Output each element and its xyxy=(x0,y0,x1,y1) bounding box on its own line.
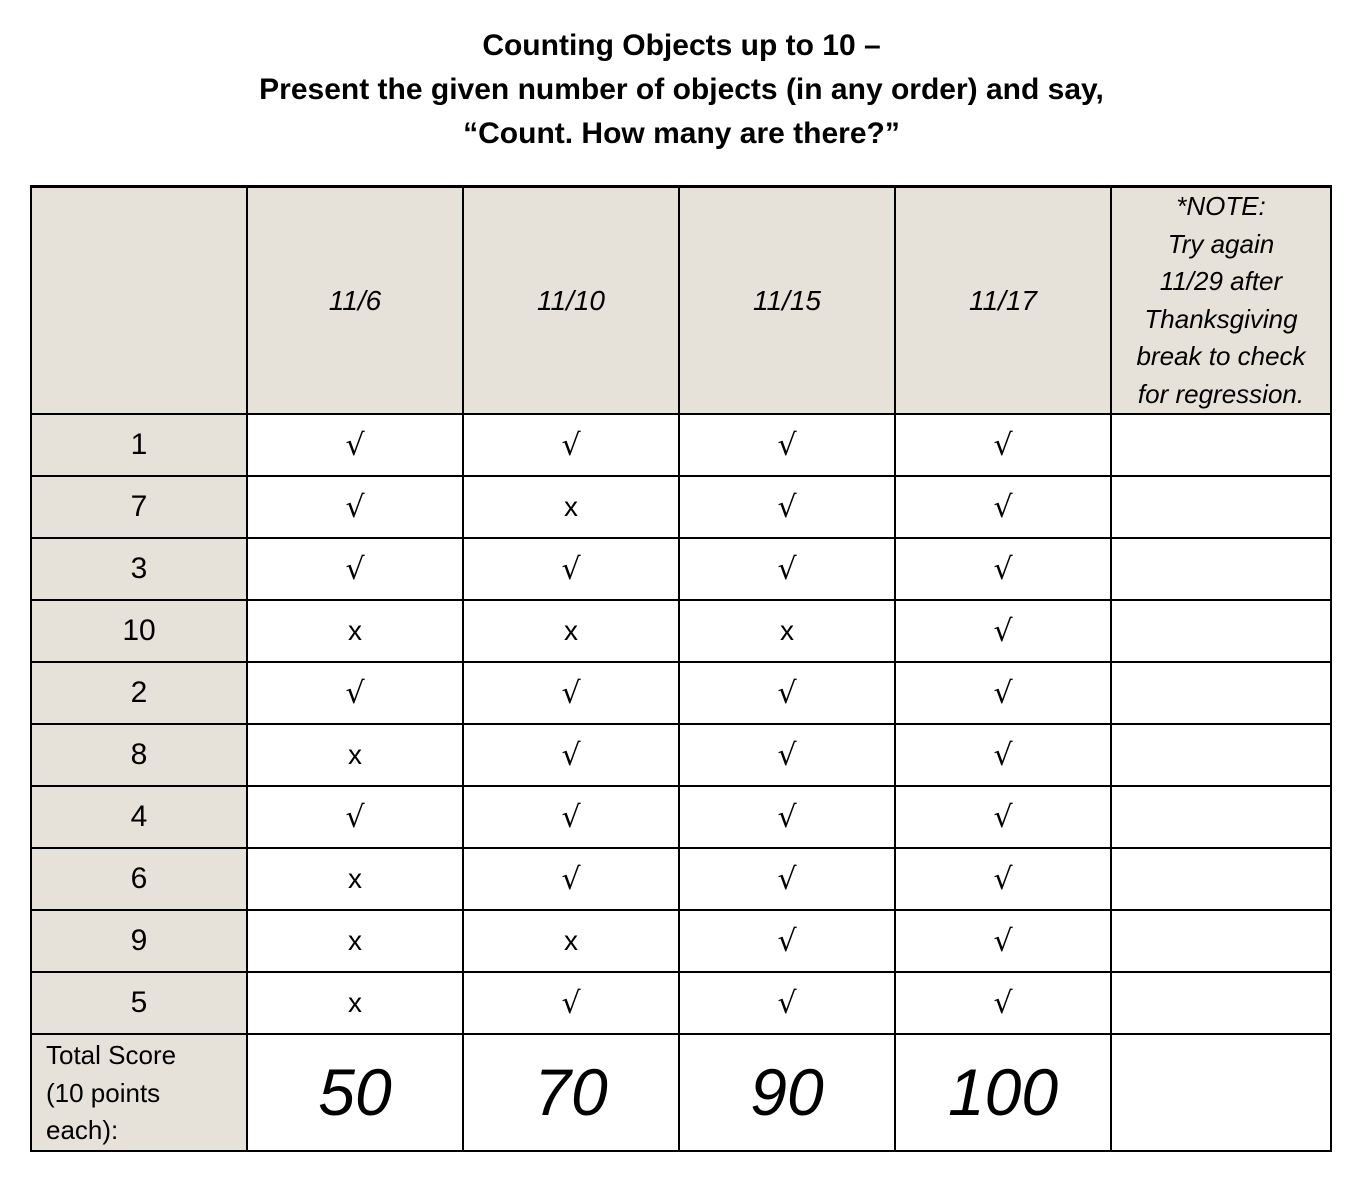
check-mark: √ xyxy=(895,538,1111,600)
table-row xyxy=(31,972,1331,1034)
incorrect-mark: x xyxy=(463,476,679,538)
date-header-4: 11/17 xyxy=(895,187,1111,415)
total-score-value: 50 xyxy=(247,1034,463,1151)
check-mark: √ xyxy=(247,476,463,538)
note-line: 11/29 after xyxy=(1159,266,1283,296)
incorrect-mark: x xyxy=(247,910,463,972)
check-mark: √ xyxy=(247,786,463,848)
header-row xyxy=(31,187,1331,415)
object-count-cell: 4 xyxy=(31,786,247,848)
check-mark: √ xyxy=(679,848,895,910)
table-row xyxy=(31,600,1331,662)
check-mark: √ xyxy=(247,538,463,600)
table-row xyxy=(31,662,1331,724)
note-cell xyxy=(1111,662,1331,724)
object-count-cell: 10 xyxy=(31,600,247,662)
incorrect-mark: x xyxy=(247,600,463,662)
note-cell xyxy=(1111,724,1331,786)
object-count-cell: 2 xyxy=(31,662,247,724)
total-score-value: 70 xyxy=(463,1034,679,1151)
object-count-cell: 8 xyxy=(31,724,247,786)
note-line: for regression. xyxy=(1137,378,1305,409)
check-mark: √ xyxy=(463,848,679,910)
incorrect-mark: x xyxy=(679,600,895,662)
check-mark: √ xyxy=(895,600,1111,662)
check-mark: √ xyxy=(679,972,895,1034)
total-score-value: 100 xyxy=(895,1034,1111,1151)
note-cell xyxy=(1111,910,1331,972)
object-count-cell: 6 xyxy=(31,848,247,910)
check-mark: √ xyxy=(247,414,463,476)
date-header-2: 11/10 xyxy=(463,187,679,415)
object-count-cell: 7 xyxy=(31,476,247,538)
table-row xyxy=(31,724,1331,786)
table-row xyxy=(31,786,1331,848)
note-cell xyxy=(1111,538,1331,600)
check-mark: √ xyxy=(463,538,679,600)
check-mark: √ xyxy=(463,972,679,1034)
total-note-cell xyxy=(1111,1034,1331,1151)
date-header-1: 11/6 xyxy=(247,187,463,415)
note-line: break to check xyxy=(1136,341,1306,371)
note-cell xyxy=(1111,972,1331,1034)
table-row xyxy=(31,414,1331,476)
check-mark: √ xyxy=(679,414,895,476)
incorrect-mark: x xyxy=(247,724,463,786)
note-cell xyxy=(1111,848,1331,910)
note-line: Thanksgiving xyxy=(1144,303,1298,334)
title-line-2: Present the given number of objects (in any order) and say, xyxy=(259,73,1104,106)
date-header-3: 11/15 xyxy=(679,187,895,415)
note-header xyxy=(1111,187,1331,415)
check-mark: √ xyxy=(679,476,895,538)
header-corner-cell xyxy=(31,187,247,415)
total-score-row xyxy=(31,1034,1331,1151)
total-label-line: each): xyxy=(46,1115,119,1145)
check-mark: √ xyxy=(679,910,895,972)
note-line: *NOTE: xyxy=(1176,191,1266,221)
check-mark: √ xyxy=(247,662,463,724)
incorrect-mark: x xyxy=(463,910,679,972)
incorrect-mark: x xyxy=(247,848,463,910)
total-label-line: Total Score xyxy=(46,1040,177,1070)
check-mark: √ xyxy=(463,414,679,476)
object-count-cell: 5 xyxy=(31,972,247,1034)
total-score-value: 90 xyxy=(679,1034,895,1151)
check-mark: √ xyxy=(895,848,1111,910)
table-row xyxy=(31,910,1331,972)
total-label-line: (10 points xyxy=(46,1077,161,1108)
note-cell xyxy=(1111,786,1331,848)
table-row xyxy=(31,848,1331,910)
check-mark: √ xyxy=(679,724,895,786)
check-mark: √ xyxy=(895,786,1111,848)
title-line-1: Counting Objects up to 10 – xyxy=(482,29,881,62)
check-mark: √ xyxy=(463,786,679,848)
check-mark: √ xyxy=(463,662,679,724)
total-score-label xyxy=(31,1034,247,1151)
title-line-3: “Count. How many are there?” xyxy=(463,117,900,150)
check-mark: √ xyxy=(679,786,895,848)
note-cell xyxy=(1111,414,1331,476)
object-count-cell: 1 xyxy=(31,414,247,476)
check-mark: √ xyxy=(895,972,1111,1034)
note-line: Try again xyxy=(1167,228,1275,259)
table-row xyxy=(31,476,1331,538)
check-mark: √ xyxy=(463,724,679,786)
check-mark: √ xyxy=(679,662,895,724)
check-mark: √ xyxy=(895,724,1111,786)
check-mark: √ xyxy=(679,538,895,600)
table-row xyxy=(31,538,1331,600)
check-mark: √ xyxy=(895,662,1111,724)
page-title xyxy=(0,24,1363,156)
object-count-cell: 3 xyxy=(31,538,247,600)
note-cell xyxy=(1111,600,1331,662)
incorrect-mark: x xyxy=(463,600,679,662)
check-mark: √ xyxy=(895,910,1111,972)
counting-score-table xyxy=(30,185,1332,1152)
check-mark: √ xyxy=(895,476,1111,538)
check-mark: √ xyxy=(895,414,1111,476)
incorrect-mark: x xyxy=(247,972,463,1034)
note-cell xyxy=(1111,476,1331,538)
object-count-cell: 9 xyxy=(31,910,247,972)
